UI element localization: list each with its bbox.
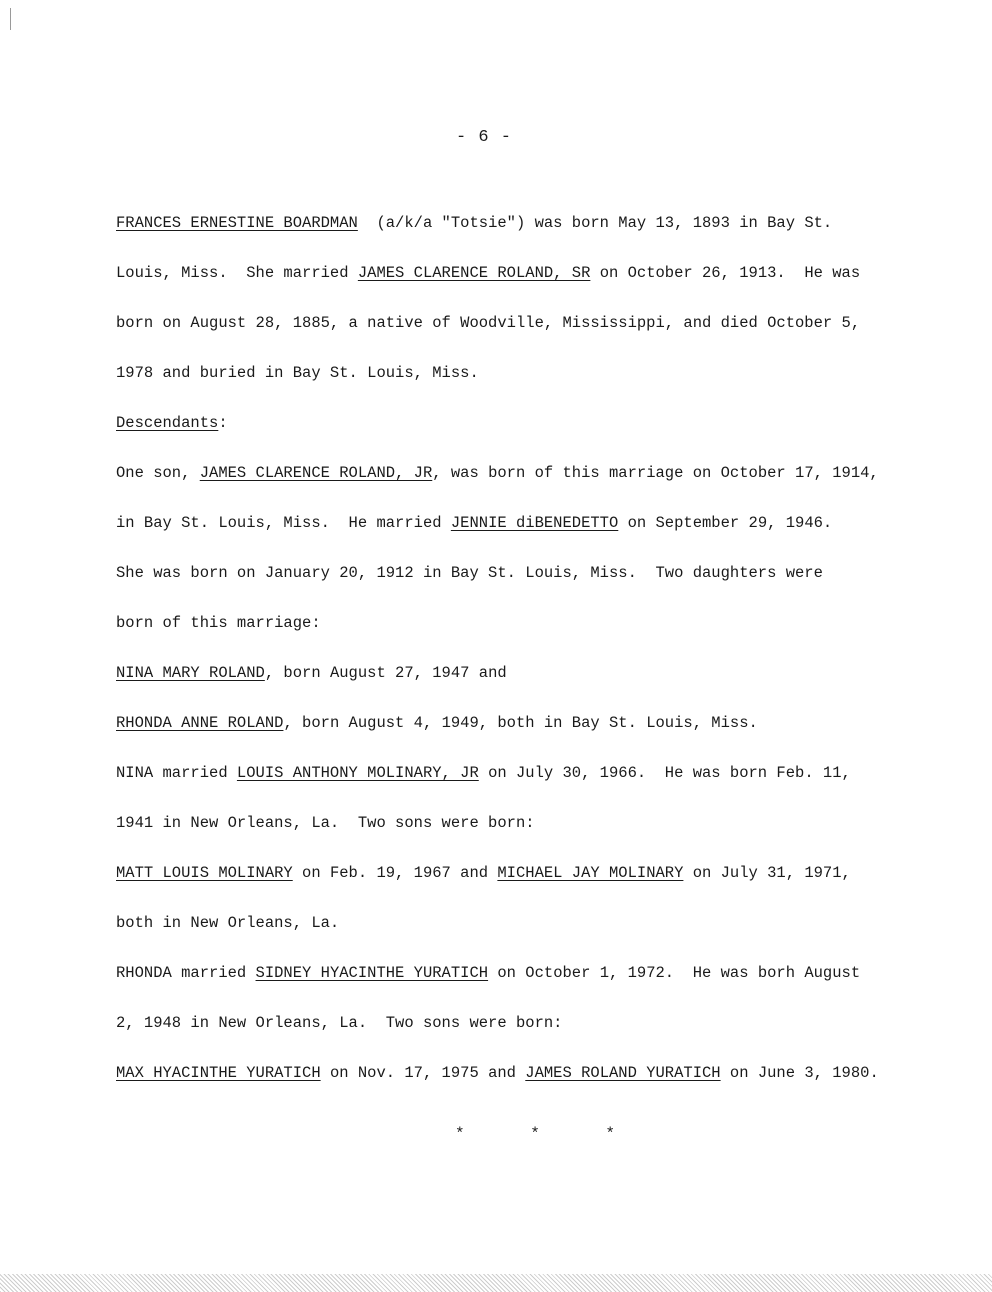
text-segment: : <box>218 414 228 432</box>
page-number: - 6 - <box>455 128 512 147</box>
text-segment: on October 1, 1972. He was borh August <box>488 964 861 982</box>
text-segment: on July 30, 1966. He was born Feb. 11, <box>478 764 851 782</box>
text-line <box>116 198 946 248</box>
section-end-marks <box>455 1125 615 1143</box>
underlined-name: NINA MARY ROLAND <box>116 664 265 682</box>
underlined-name: JENNIE diBENEDETTO <box>450 514 619 532</box>
text-line <box>116 848 946 898</box>
text-line <box>116 648 946 698</box>
text-segment: on Feb. 19, 1967 and <box>292 864 498 882</box>
text-segment: in Bay St. Louis, Miss. He married <box>116 514 451 532</box>
text-line <box>116 898 946 948</box>
text-segment: , born August 27, 1947 and <box>264 664 507 682</box>
text-segment: born on August 28, 1885, a native of Woodville, Mississippi, and died October 5, <box>116 314 861 332</box>
margin-mark <box>10 8 11 30</box>
underlined-name: SIDNEY HYACINTHE YURATICH <box>255 964 489 982</box>
underlined-name: JAMES CLARENCE ROLAND, JR <box>199 464 433 482</box>
text-line <box>116 498 946 548</box>
text-line <box>116 798 946 848</box>
text-line <box>116 748 946 798</box>
text-segment: on October 26, 1913. He was <box>590 264 861 282</box>
underlined-name: MAX HYACINTHE YURATICH <box>116 1064 321 1082</box>
text-line <box>116 598 946 648</box>
text-segment: 1978 and buried in Bay St. Louis, Miss. <box>116 364 479 382</box>
text-line <box>116 948 946 998</box>
scan-edge-strip <box>0 1274 992 1292</box>
text-segment: She was born on January 20, 1912 in Bay St. Louis, Miss. Two daughters were <box>116 564 823 582</box>
underlined-name: RHONDA ANNE ROLAND <box>116 714 284 732</box>
text-segment: born of this marriage: <box>116 614 321 632</box>
text-line <box>116 398 946 448</box>
text-segment: Louis, Miss. She married <box>116 264 358 282</box>
text-segment: 1941 in New Orleans, La. Two sons were born: <box>116 814 535 832</box>
underlined-name: Descendants <box>116 414 219 432</box>
text-line <box>116 548 946 598</box>
underlined-name: LOUIS ANTHONY MOLINARY, JR <box>236 764 479 782</box>
underlined-name: JAMES CLARENCE ROLAND, SR <box>357 264 591 282</box>
text-segment: , was born of this marriage on October 17, 1914, <box>432 464 879 482</box>
text-line <box>116 998 946 1048</box>
text-segment: 2, 1948 in New Orleans, La. Two sons were born: <box>116 1014 563 1032</box>
text-line <box>116 248 946 298</box>
underlined-name: FRANCES ERNESTINE BOARDMAN <box>116 214 358 232</box>
text-line <box>116 298 946 348</box>
asterisk-mark: * <box>605 1125 615 1143</box>
text-segment: on September 29, 1946. <box>618 514 833 532</box>
text-segment: NINA married <box>116 764 237 782</box>
text-segment: One son, <box>116 464 200 482</box>
text-line <box>116 1048 946 1098</box>
asterisk-mark: * <box>455 1125 465 1143</box>
genealogy-text <box>116 198 946 1098</box>
underlined-name: MICHAEL JAY MOLINARY <box>497 864 684 882</box>
asterisk-mark: * <box>530 1125 540 1143</box>
text-line <box>116 698 946 748</box>
text-segment: both in New Orleans, La. <box>116 914 340 932</box>
text-segment: , born August 4, 1949, both in Bay St. Louis, Miss. <box>283 714 758 732</box>
text-segment: RHONDA married <box>116 964 256 982</box>
underlined-name: JAMES ROLAND YURATICH <box>525 1064 721 1082</box>
text-segment: on Nov. 17, 1975 and <box>320 1064 526 1082</box>
text-segment: on July 31, 1971, <box>683 864 851 882</box>
text-line <box>116 448 946 498</box>
text-segment: on June 3, 1980. <box>720 1064 879 1082</box>
text-line <box>116 348 946 398</box>
underlined-name: MATT LOUIS MOLINARY <box>116 864 293 882</box>
text-segment: (a/k/a "Totsie") was born May 13, 1893 in Bay St. <box>357 214 833 232</box>
